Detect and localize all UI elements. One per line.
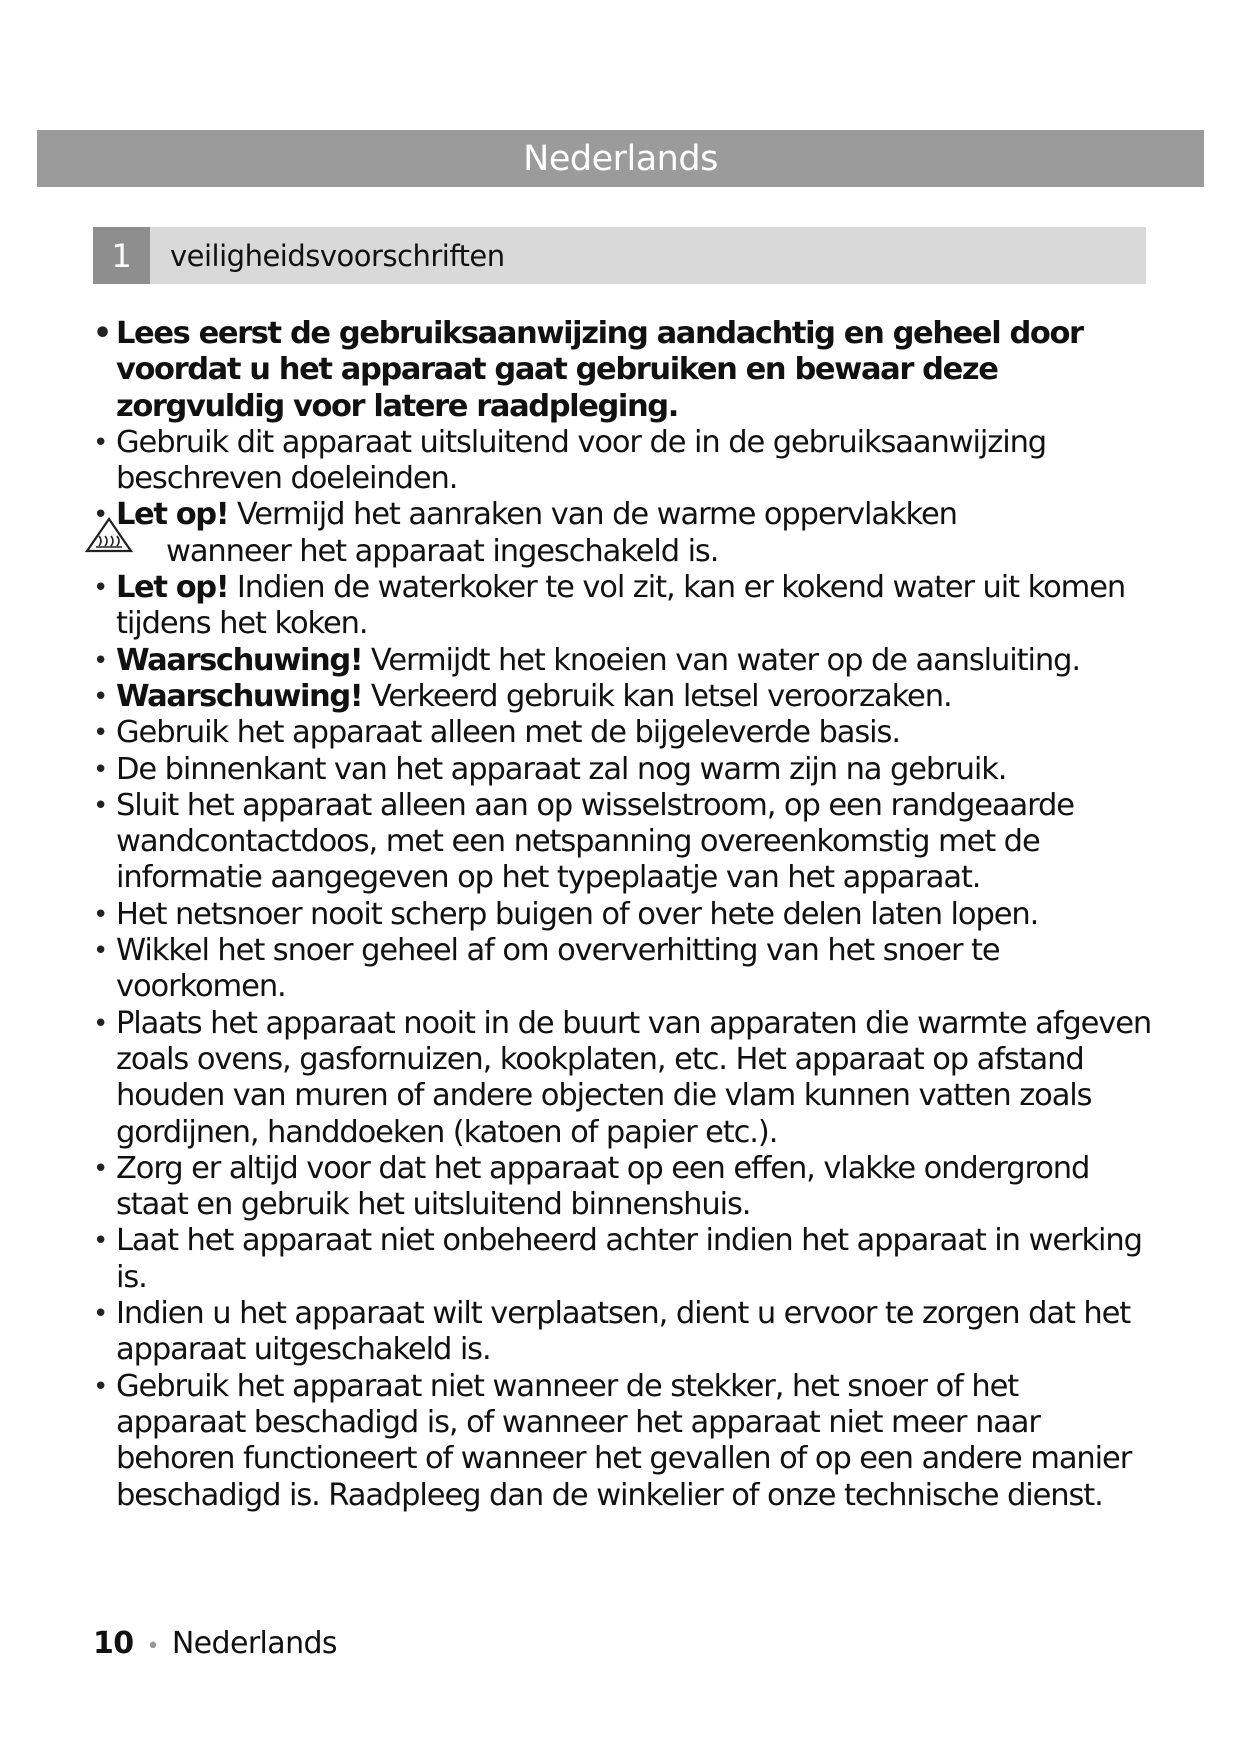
list-item [93, 752, 1153, 788]
list-item [93, 1006, 1153, 1151]
list-item [93, 1296, 1153, 1369]
language-title: Nederlands [523, 138, 718, 179]
list-item [93, 497, 1153, 570]
list-item-text: Gebruik het apparaat niet wanneer de stekker, het snoer of het apparaat beschadigd is, of wanneer het apparaat niet meer naar behoren functioneert of wanneer het gevallen of op een andere manier beschadigd is. Raadpleeg dan de winkelier of onze technische dienst. [116, 1368, 1132, 1513]
footer-separator: • [146, 1634, 159, 1659]
list-item-text: Gebruik het apparaat alleen met de bijgeleverde basis. [116, 715, 900, 751]
warning-label: Waarschuwing! [116, 678, 363, 714]
list-item-text: Vermijdt het knoeien van water op de aansluiting. [370, 642, 1080, 678]
list-item-text: Zorg er altijd voor dat het apparaat op een effen, vlakke ondergrond staat en gebruik het uitsluitend binnenshuis. [116, 1150, 1090, 1223]
list-item-text: Laat het apparaat niet onbeheerd achter indien het apparaat in werking is. [116, 1223, 1142, 1295]
language-header-bar [37, 130, 1204, 187]
list-item [93, 679, 1153, 715]
list-item-text: Gebruik dit apparaat uitsluitend voor de in de gebruiksaanwijzing beschreven doeleinden. [116, 424, 1047, 497]
list-item [93, 425, 1153, 498]
list-item [93, 1151, 1153, 1224]
warning-label: Let op! [116, 570, 229, 606]
warning-label: Waarschuwing! [116, 642, 363, 678]
page-footer [93, 1626, 337, 1661]
list-item-text: De binnenkant van het apparaat zal nog warm zijn na gebruik. [116, 751, 1007, 787]
list-item-text: Lees eerst de gebruiksaanwijzing aandachtig en geheel door voordat u het apparaat gaat gebruiken en bewaar deze zorgvuldig voor latere raadpleging. [116, 316, 1083, 424]
list-item-text: Wikkel het snoer geheel af om oververhitting van het snoer te voorkomen. [116, 933, 1000, 1005]
list-item [93, 316, 1153, 425]
hot-surface-warning-icon [85, 517, 133, 553]
list-item [93, 897, 1153, 933]
footer-language: Nederlands [171, 1626, 337, 1661]
list-item-text: Verkeerd gebruik kan letsel veroorzaken. [370, 678, 952, 714]
list-item-text: Indien de waterkoker te vol zit, kan er kokend water uit komen tijdens het koken. [116, 570, 1126, 642]
list-item [93, 933, 1153, 1006]
list-item-text-continued: wanneer het apparaat ingeschakeld is. [166, 533, 719, 569]
list-item [93, 643, 1153, 679]
section-number: 1 [93, 227, 150, 284]
list-item-text: Indien u het apparaat wilt verplaatsen, dient u ervoor te zorgen dat het apparaat uitgeschakeld is. [116, 1296, 1131, 1368]
warning-label: Let op! [116, 497, 229, 533]
page-number: 10 [93, 1626, 134, 1661]
list-item-text: Het netsnoer nooit scherp buigen of over hete delen laten lopen. [116, 896, 1039, 932]
safety-instructions-list [93, 316, 1153, 1514]
section-title: veiligheidsvoorschriften [170, 238, 505, 273]
list-item [93, 1223, 1153, 1296]
list-item [93, 788, 1153, 897]
list-item-text: Vermijd het aanraken van de warme oppervlakken [236, 497, 957, 533]
list-item [93, 715, 1153, 751]
section-heading-bar [93, 227, 1146, 284]
list-item [93, 570, 1153, 643]
list-item-text: Sluit het apparaat alleen aan op wisselstroom, op een randgeaarde wandcontactdoos, met een netspanning overeenkomstig met de informatie aangegeven op het typeplaatje van het apparaat. [116, 787, 1074, 896]
list-item-text: Plaats het apparaat nooit in de buurt van apparaten die warmte afgeven zoals ovens, gasfornuizen, kookplaten, etc. Het apparaat op afstand houden van muren of andere objecten die vlam kunnen vatten zoals gordijnen, handdoeken (katoen of papier etc.). [116, 1005, 1152, 1150]
list-item [93, 1369, 1153, 1514]
